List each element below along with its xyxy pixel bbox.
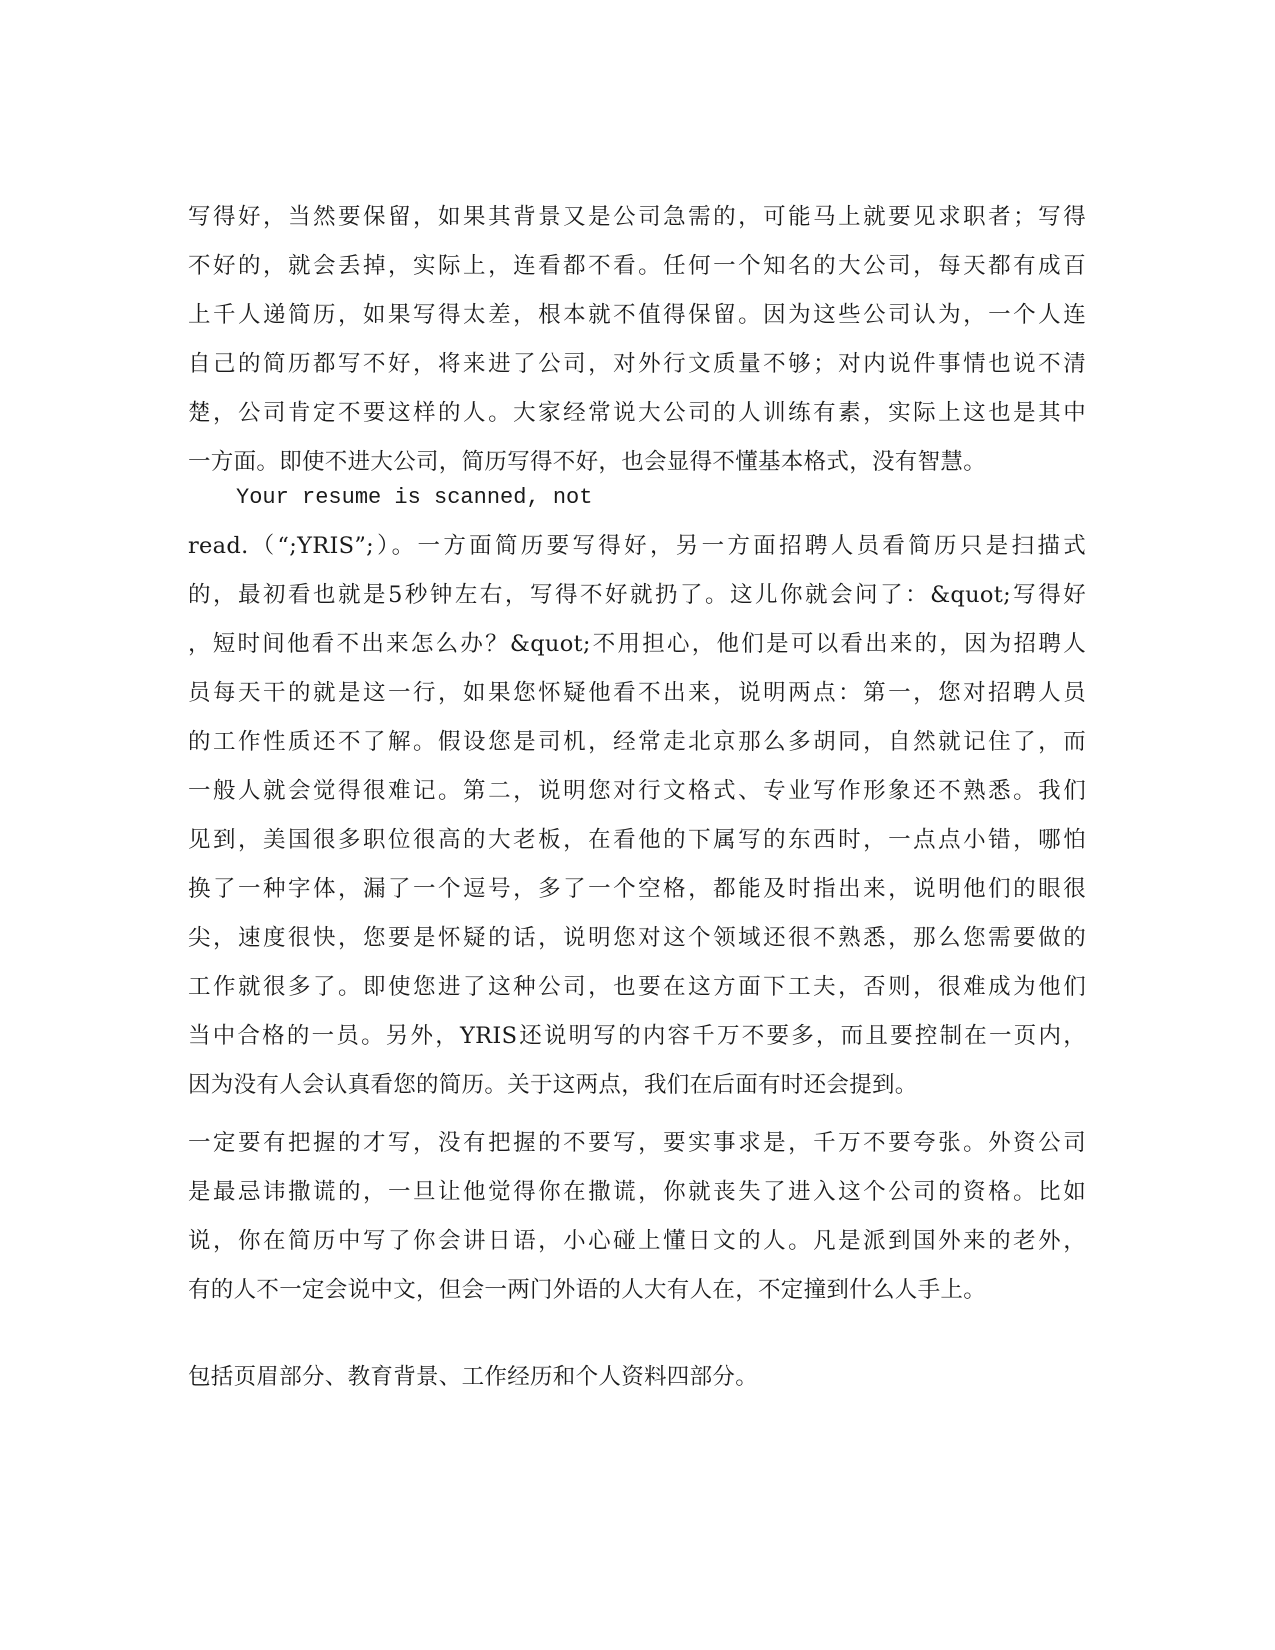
paragraph-2-line: read.（“;YRIS”;）。一方面简历要写得好，另一方面招聘人员看简历只是扫描式	[188, 533, 1086, 559]
paragraph-2-line: 换了一种字体，漏了一个逗号，多了一个空格，都能及时指出来，说明他们的眼很	[188, 876, 1086, 902]
paragraph-2-line: 员每天干的就是这一行，如果您怀疑他看不出来，说明两点：第一，您对招聘人员	[188, 680, 1086, 706]
paragraph-4-line: 包括页眉部分、教育背景、工作经历和个人资料四部分。	[188, 1364, 759, 1390]
paragraph-1-line: 不好的，就会丢掉，实际上，连看都不看。任何一个知名的大公司，每天都有成百	[188, 253, 1086, 279]
paragraph-2-line: 当中合格的一员。另外，YRIS还说明写的内容千万不要多，而且要控制在一页内，	[188, 1023, 1086, 1049]
paragraph-1-line: 自己的简历都写不好，将来进了公司，对外行文质量不够；对内说件事情也说不清	[188, 351, 1086, 377]
paragraph-2-line: 的，最初看也就是5秒钟左右，写得不好就扔了。这儿你就会问了：&quot;写得好	[188, 582, 1086, 608]
paragraph-2-line: 因为没有人会认真看您的简历。关于这两点，我们在后面有时还会提到。	[188, 1072, 918, 1098]
paragraph-3	[188, 1119, 1086, 1315]
paragraph-1-line: 写得好，当然要保留，如果其背景又是公司急需的，可能马上就要见求职者；写得	[188, 204, 1086, 230]
paragraph-1-line: 一方面。即使不进大公司，简历写得不好，也会显得不懂基本格式，没有智慧。	[188, 449, 987, 475]
paragraph-1-line: 楚，公司肯定不要这样的人。大家经常说大公司的人训练有素，实际上这也是其中	[188, 400, 1086, 426]
paragraph-2-line: 见到，美国很多职位很高的大老板，在看他的下属写的东西时，一点点小错，哪怕	[188, 827, 1086, 853]
paragraph-1	[188, 193, 1086, 487]
paragraph-2-line: 工作就很多了。即使您进了这种公司，也要在这方面下工夫，否则，很难成为他们	[188, 974, 1086, 1000]
paragraph-2-line: 的工作性质还不了解。假设您是司机，经常走北京那么多胡同，自然就记住了，而	[188, 729, 1086, 755]
paragraph-1-line: 上千人递简历，如果写得太差，根本就不值得保留。因为这些公司认为，一个人连	[188, 302, 1086, 328]
paragraph-2-english-line: Your resume is scanned, not	[236, 485, 593, 510]
paragraph-3-line: 说，你在简历中写了你会讲日语，小心碰上懂日文的人。凡是派到国外来的老外，	[188, 1228, 1086, 1254]
paragraph-2-line: 尖，速度很快，您要是怀疑的话，说明您对这个领域还很不熟悉，那么您需要做的	[188, 925, 1086, 951]
paragraph-3-line: 一定要有把握的才写，没有把握的不要写，要实事求是，千万不要夸张。外资公司	[188, 1130, 1086, 1156]
paragraph-2-line: ，短时间他看不出来怎么办？&quot;不用担心，他们是可以看出来的，因为招聘人	[188, 631, 1086, 657]
paragraph-2	[188, 473, 1086, 1110]
paragraph-4	[188, 1353, 1086, 1402]
paragraph-3-line: 有的人不一定会说中文，但会一两门外语的人大有人在，不定撞到什么人手上。	[188, 1277, 987, 1303]
paragraph-3-line: 是最忌讳撒谎的，一旦让他觉得你在撒谎，你就丧失了进入这个公司的资格。比如	[188, 1179, 1086, 1205]
paragraph-2-line: 一般人就会觉得很难记。第二，说明您对行文格式、专业写作形象还不熟悉。我们	[188, 778, 1086, 804]
